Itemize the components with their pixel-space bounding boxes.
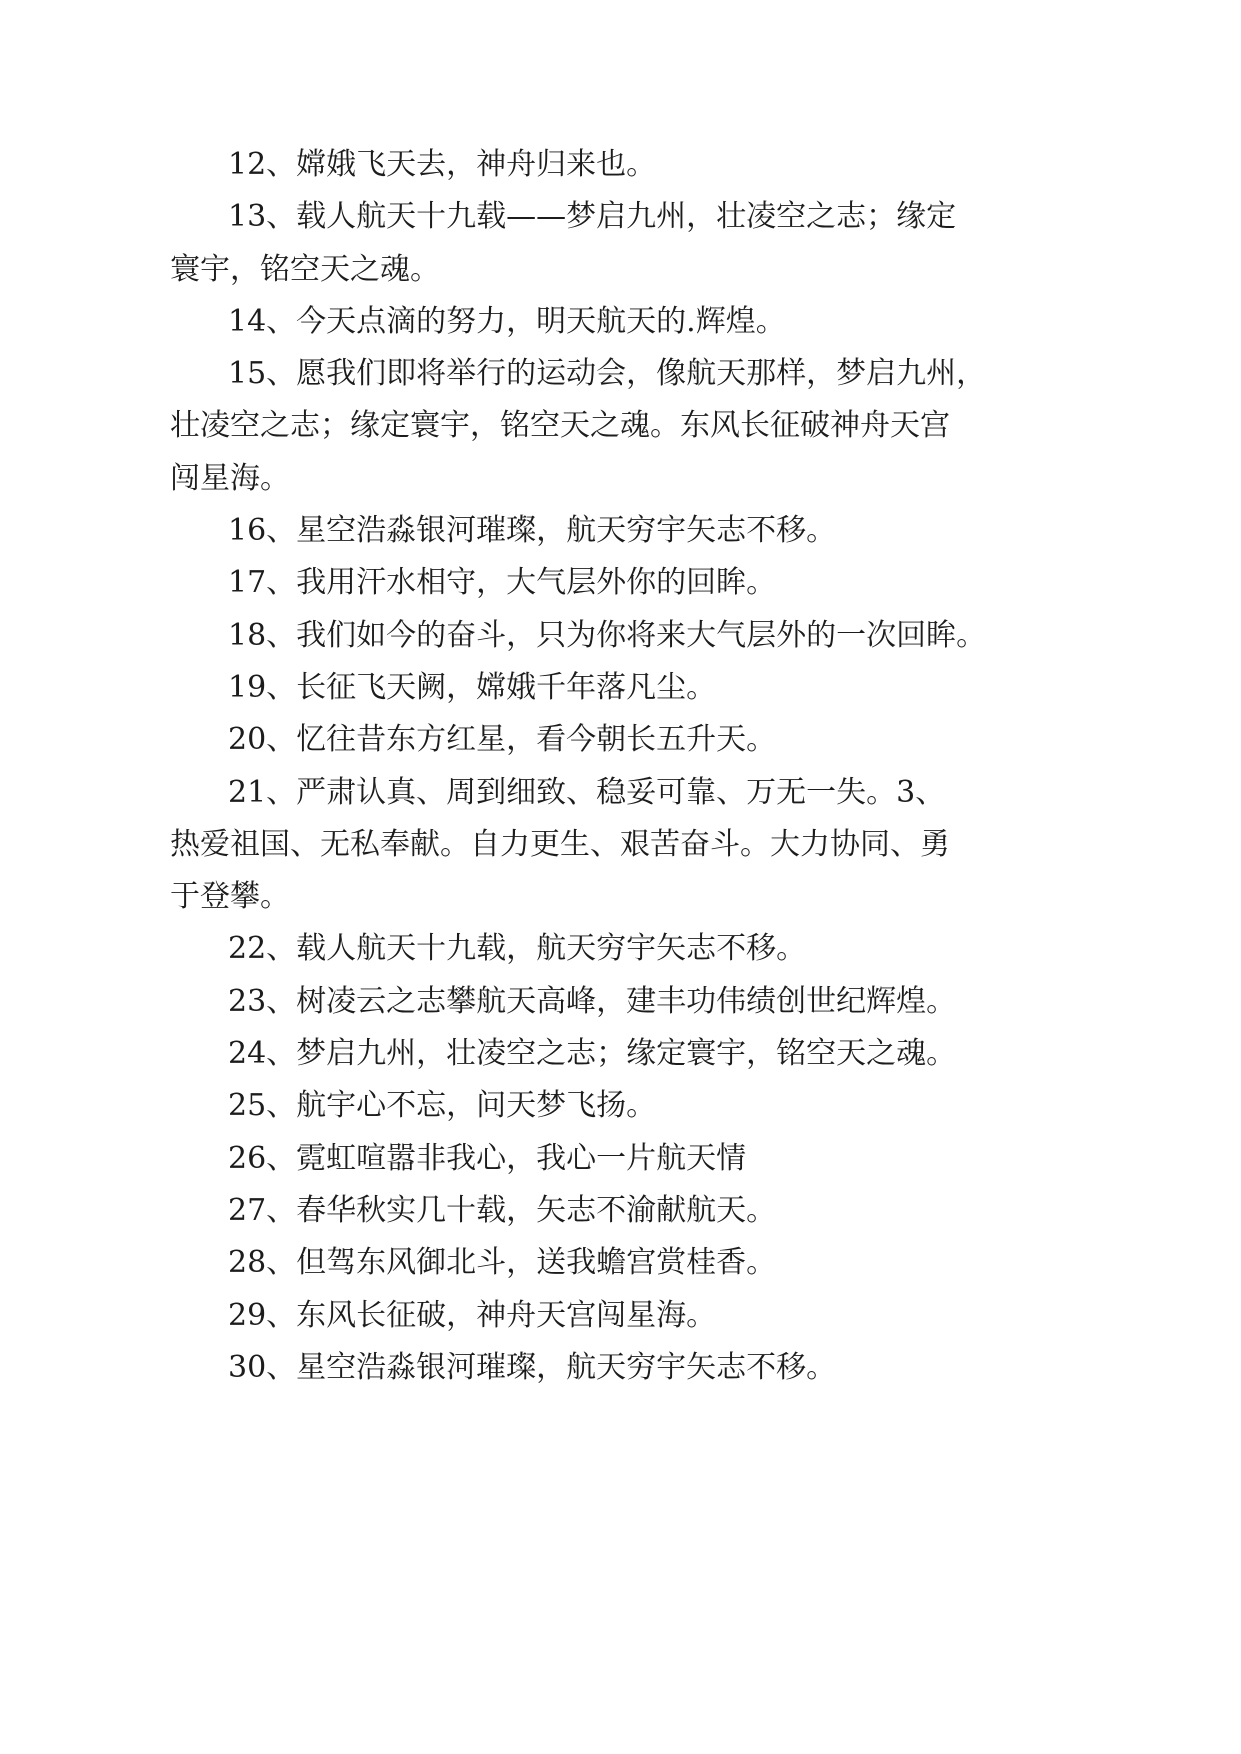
list-item-20 [170, 714, 1170, 766]
list-item-12 [170, 139, 1170, 191]
list-item-continuation-line: 于登攀。 [170, 879, 290, 915]
list-item-30 [170, 1342, 1170, 1394]
list-item-line: 14、今天点滴的努力，明天航天的.辉煌。 [228, 303, 786, 339]
list-item-26 [170, 1133, 1170, 1185]
list-item-line: 18、我们如今的奋斗，只为你将来大气层外的一次回眸。 [228, 617, 987, 653]
list-item-continuation-line: 热爱祖国、无私奉献。自力更生、艰苦奋斗。大力协同、勇 [170, 826, 950, 862]
list-item-15 [170, 348, 1170, 505]
list-item-line: 26、霓虹喧嚣非我心，我心一片航天情 [228, 1140, 747, 1176]
list-item-21 [170, 767, 1170, 924]
list-item-line: 16、星空浩淼银河璀璨，航天穷宇矢志不移。 [228, 513, 837, 549]
list-item-24 [170, 1028, 1170, 1080]
list-item-16 [170, 505, 1170, 557]
list-item-line: 19、长征飞天阙，嫦娥千年落凡尘。 [228, 669, 717, 705]
list-item-28 [170, 1237, 1170, 1289]
list-item-line: 12、嫦娥飞天去，神舟归来也。 [228, 147, 657, 182]
list-item-line: 27、春华秋实几十载，矢志不渝献航天。 [228, 1192, 777, 1228]
list-item-14 [170, 296, 1170, 348]
list-item-27 [170, 1185, 1170, 1237]
list-item-line: 24、梦启九州，壮凌空之志；缘定寰宇，铭空天之魂。 [228, 1036, 957, 1072]
list-item-line: 17、我用汗水相守，大气层外你的回眸。 [228, 565, 777, 601]
list-item-19 [170, 662, 1170, 714]
list-item-line: 13、载人航天十九载——梦启九州，壮凌空之志；缘定 [228, 199, 957, 235]
list-item-29 [170, 1290, 1170, 1342]
list-item-line: 30、星空浩淼银河璀璨，航天穷宇矢志不移。 [228, 1349, 837, 1385]
list-item-line: 15、愿我们即将举行的运动会，像航天那样，梦启九州， [228, 356, 987, 392]
list-item-line: 29、东风长征破，神舟天宫闯星海。 [228, 1297, 717, 1333]
list-item-25 [170, 1080, 1170, 1132]
list-item-23 [170, 976, 1170, 1028]
list-item-line: 23、树凌云之志攀航天高峰，建丰功伟绩创世纪辉煌。 [228, 983, 957, 1019]
list-item-line: 28、但驾东风御北斗，送我蟾宫赏桂香。 [228, 1245, 777, 1281]
list-item-line: 20、忆往昔东方红星，看今朝长五升天。 [228, 722, 777, 758]
document-body [170, 139, 1170, 1394]
list-item-line: 22、载人航天十九载，航天穷宇矢志不移。 [228, 931, 807, 967]
list-item-17 [170, 557, 1170, 609]
list-item-line: 21、严肃认真、周到细致、稳妥可靠、万无一失。3、 [228, 774, 946, 810]
list-item-continuation-line: 寰宇，铭空天之魂。 [170, 251, 440, 287]
list-item-continuation-line: 壮凌空之志；缘定寰宇，铭空天之魂。东风长征破神舟天宫 [170, 408, 950, 444]
list-item-22 [170, 923, 1170, 975]
list-item-13 [170, 191, 1170, 296]
list-item-18 [170, 610, 1170, 662]
list-item-line: 25、航宇心不忘，问天梦飞扬。 [228, 1088, 657, 1124]
list-item-continuation-line: 闯星海。 [170, 460, 290, 496]
